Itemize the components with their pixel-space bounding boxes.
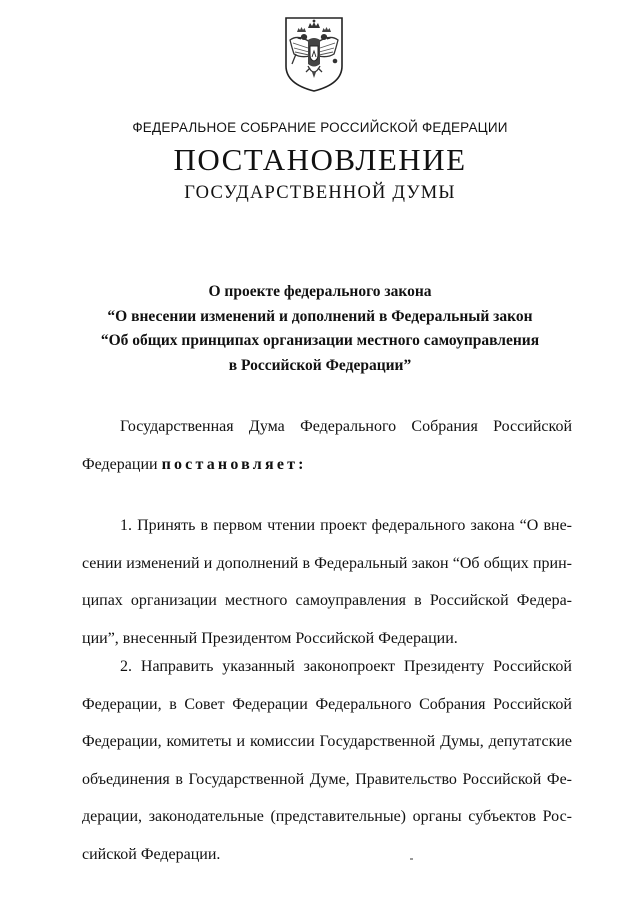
item-1-line: ции”, внесенный Президентом Российской Федерации. (82, 629, 458, 647)
preamble-line (82, 446, 572, 484)
heading-line: “О внесении изменений и дополнений в Федеральный закон (107, 307, 533, 325)
issuing-body-subtitle: ГОСУДАРСТВЕННОЙ ДУМЫ (184, 183, 456, 203)
item-2-line: Федерации, в Совет Федерации Федерального Собрания Российской (82, 695, 572, 713)
item-2-line: 2. Направить указанный законопроект Президенту Российской (120, 658, 572, 675)
item-2-line: Федерации, комитеты и комиссии Государственной Думы, депутатские (82, 733, 572, 750)
item-1-line: ципах организации местного самоуправления в Российской Федера- (82, 592, 572, 609)
heading-line: “Об общих принципах организации местного самоуправления (100, 332, 540, 349)
resolution-heading (0, 280, 640, 378)
item-2-line: объединения в Государственной Думе, Правительство Российской Фе- (82, 770, 572, 788)
coat-of-arms-of-russia-icon (282, 14, 346, 94)
item-1-line: сении изменений и дополнений в Федеральный закон “Об общих прин- (82, 554, 572, 572)
item-1-paragraph (82, 507, 572, 657)
scan-speck (410, 858, 413, 860)
organization-name: ФЕДЕРАЛЬНОЕ СОБРАНИЕ РОССИЙСКОЙ ФЕДЕРАЦИИ (132, 120, 508, 135)
decree-verb: постановляет: (161, 455, 307, 473)
item-1-line: 1. Принять в первом чтении проект федерального закона “О вне- (120, 517, 572, 534)
item-2-line: дерации, законодательные (представительные) органы субъектов Рос- (82, 808, 572, 825)
document-type-title: ПОСТАНОВЛЕНИЕ (173, 142, 467, 177)
preamble-subject: Федерации (82, 455, 158, 473)
preamble-line: Государственная Дума Федерального Собрания Российской (120, 418, 572, 435)
item-2-paragraph (82, 648, 572, 873)
heading-line: в Российской Федерации” (228, 356, 412, 374)
preamble-paragraph (82, 408, 572, 483)
heading-line: О проекте федерального закона (208, 283, 432, 300)
item-2-line: сийской Федерации. (82, 845, 221, 863)
